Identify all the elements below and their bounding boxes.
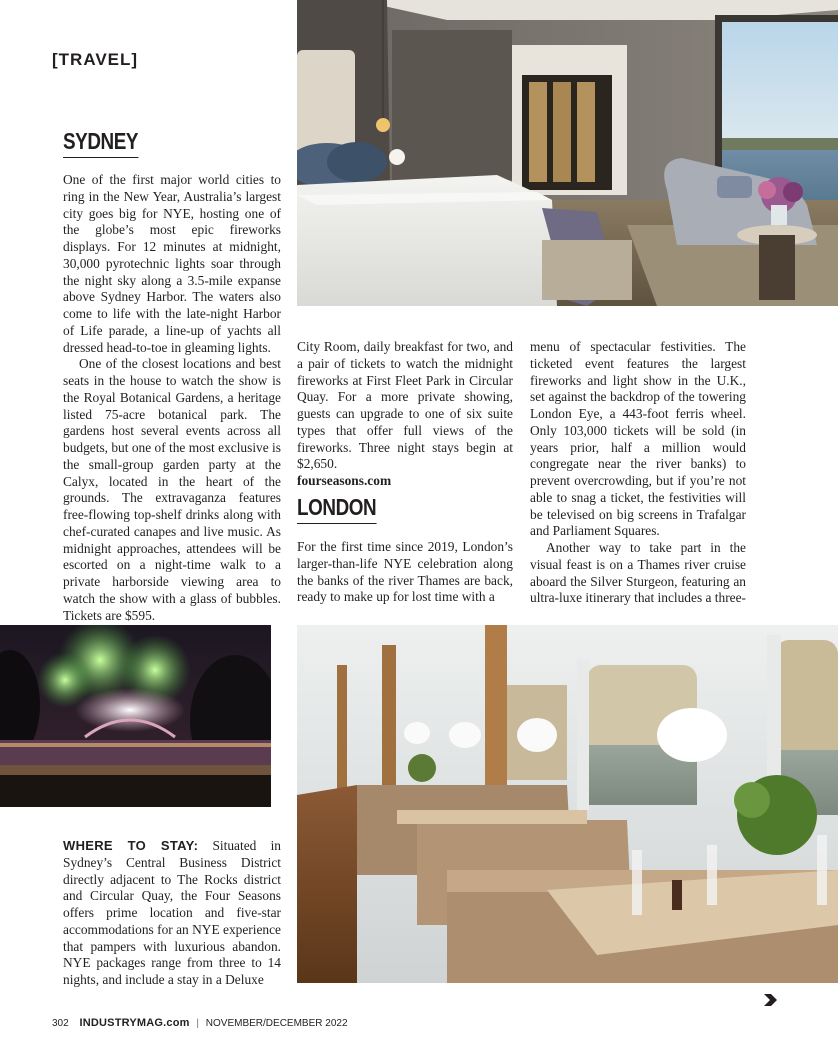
where-to-stay-label: WHERE TO STAY: bbox=[63, 838, 199, 853]
where-to-stay-text: Situated in Sydney’s Central Business District directly adjacent to The Rocks district and Circular Quay, the Four Seasons offers prime location and five-star accommodations for an NYE experience that pampers with luxurious abandon. NYE packages range from three to 14 nights, and include a stay in a Deluxe bbox=[63, 838, 281, 987]
page-number: 302 bbox=[52, 1018, 69, 1029]
thames-cruise-photo bbox=[297, 625, 838, 983]
site-name: INDUSTRYMAG.com bbox=[79, 1017, 190, 1029]
london-heading: LONDON bbox=[297, 494, 376, 524]
page-footer bbox=[52, 1017, 348, 1029]
london-paragraph-3: Another way to take part in the visual feast is on a Thames river cruise aboard the Silver Sturgeon, featuring an ultra-luxe itinerary that includes a three- bbox=[530, 540, 747, 606]
where-to-stay-block bbox=[63, 838, 281, 989]
hotel-package-column bbox=[297, 339, 513, 490]
london-paragraph-1: For the first time since 2019, London’s larger-than-life NYE celebration along the banks of the river Thames are back, ready to make up for lost time with a bbox=[297, 539, 513, 605]
london-article-column bbox=[530, 339, 746, 607]
arrow-icon bbox=[764, 993, 778, 1005]
where-to-stay-paragraph bbox=[63, 838, 281, 989]
sydney-fireworks-photo bbox=[0, 625, 271, 807]
footer-separator: | bbox=[196, 1018, 200, 1029]
sydney-heading: SYDNEY bbox=[63, 128, 138, 158]
section-tag: [TRAVEL] bbox=[52, 50, 139, 69]
sydney-article-column bbox=[63, 172, 281, 624]
sydney-paragraph-2: One of the closest locations and best seats in the house to watch the show is the Royal Botanical Gardens, a heritage listed 75-acre botanical park. The gardens host several events across all budgets, but one of the most exclusive is the small-group garden party at the Calyx, located in the heart of the grounds. The extravaganza features free-flowing top-shelf drinks along with chef-curated canapes and live music. As midnight approaches, attendees will be escorted on a night-time walk to a private harborside viewing area to watch the show with a glass of bubbles. Tickets are $595. bbox=[63, 356, 281, 623]
sydney-paragraph-1: One of the first major world cities to ring in the New Year, Australia’s largest city goes big for NYE, hosting one of the globe’s most epic fireworks displays. For 12 minutes at midnight, 30,000 pyrotechnic lights soar through the night sky along a 3.5-mile expanse above Sydney Harbor. The waters also come to life with the late-night Harbor of Life parade, a line-up of yachts all dressed head-to-toe in gleaming lights. bbox=[63, 172, 281, 355]
fourseasons-link[interactable]: fourseasons.com bbox=[297, 473, 392, 488]
hotel-suite-photo bbox=[297, 0, 838, 306]
issue-date: NOVEMBER/DECEMBER 2022 bbox=[205, 1018, 348, 1029]
london-intro-column bbox=[297, 539, 513, 606]
london-paragraph-2: menu of spectacular festivities. The ticketed event features the largest fireworks and light show in the U.K., set against the backdrop of the towering London Eye, a 443-foot ferris wheel. Only 103,000 tickets will be sold (in years prior, half a million would congregate near the river banks) to prevent overcrowding, but if you’re not able to snag a ticket, the festivities will be televised on big screens in Trafalgar and Parliament Squares. bbox=[530, 339, 746, 539]
hotel-package-paragraph: City Room, daily breakfast for two, and a pair of tickets to watch the midnight fireworks at First Fleet Park in Circular Quay. For a more private showing, guests can upgrade to one of six suite types that offer full views of the fireworks. Three night stays begin at $2,650. bbox=[297, 339, 513, 472]
